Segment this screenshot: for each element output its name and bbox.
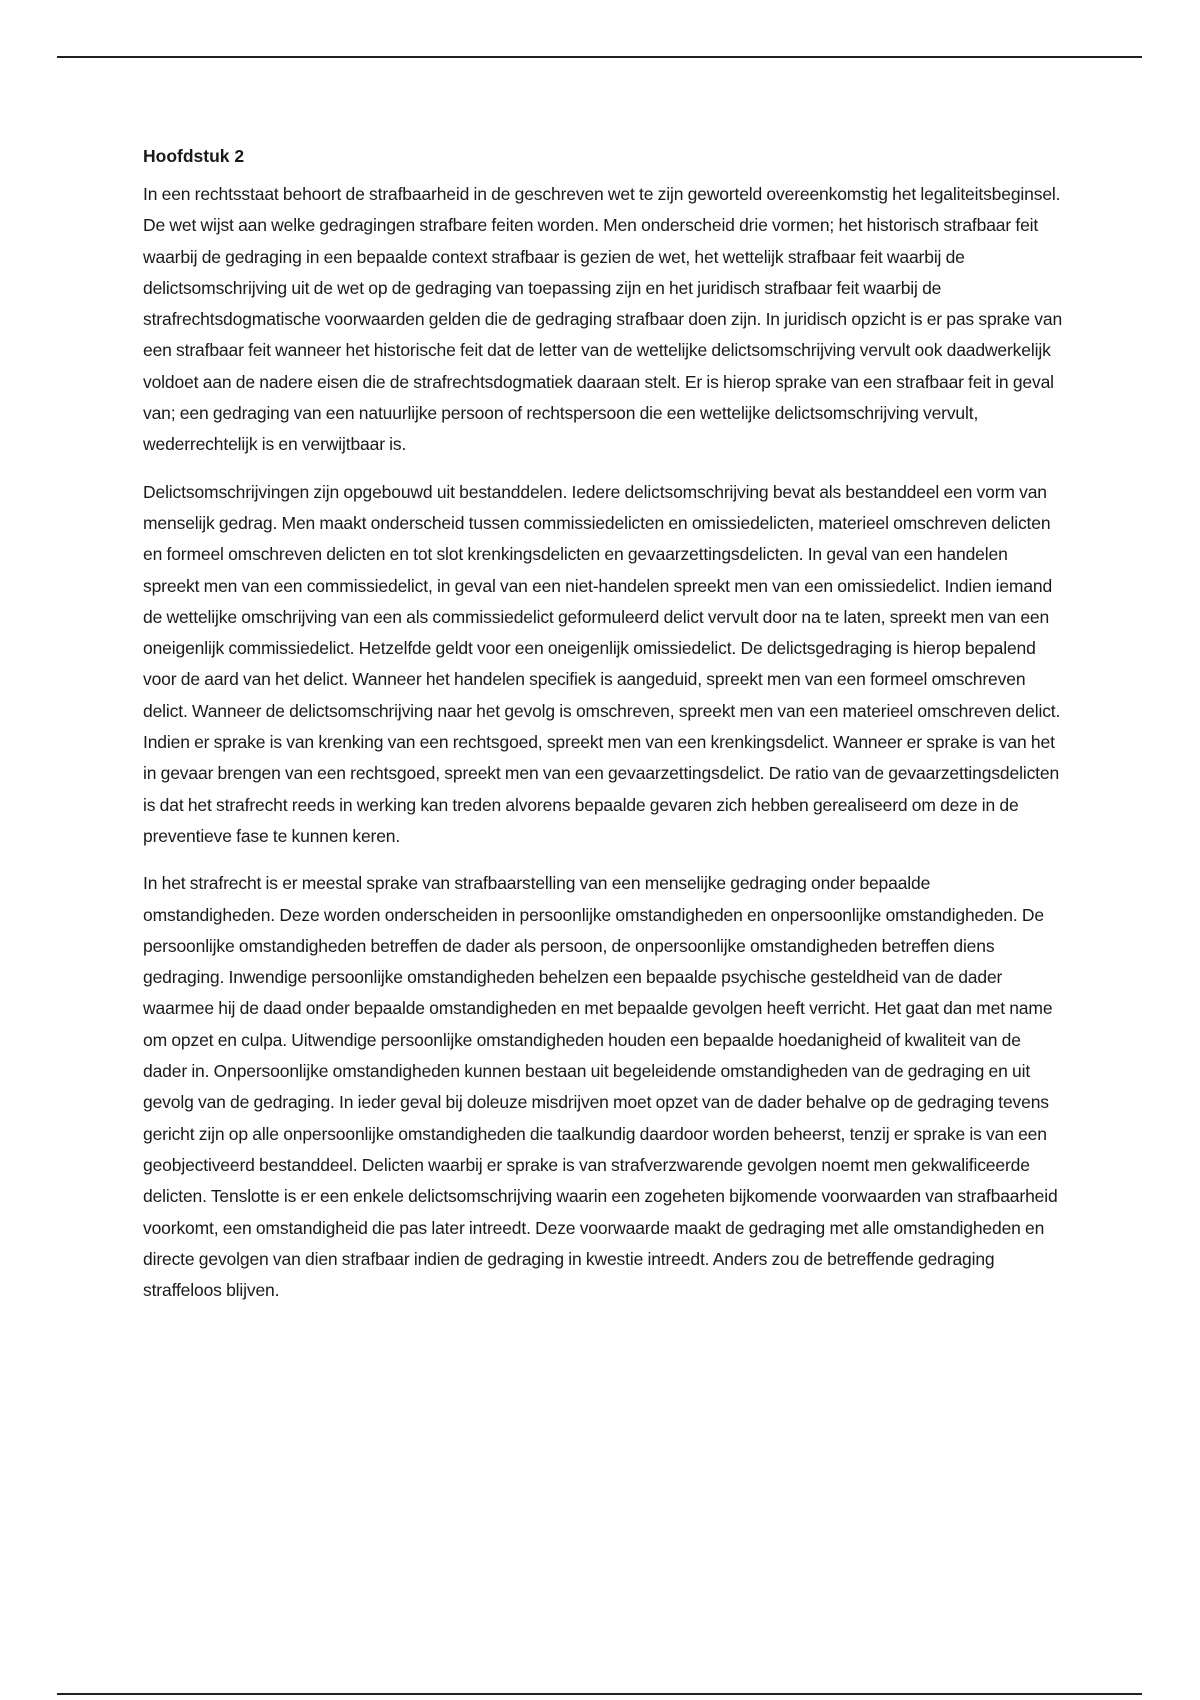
document-body xyxy=(143,144,1063,1322)
footer-rule xyxy=(57,1693,1142,1695)
paragraph-1: In een rechtsstaat behoort de strafbaarheid in de geschreven wet te zijn geworteld overeenkomstig het legaliteitsbeginsel. De wet wijst aan welke gedragingen strafbare feiten worden. Men onderscheid drie vormen; het historisch strafbaar feit waarbij de gedraging in een bepaalde context strafbaar is gezien de wet, het wettelijk strafbaar feit waarbij de delictsomschrijving uit de wet op de gedraging van toepassing zijn en het juridisch strafbaar feit waarbij de strafrechtsdogmatische voorwaarden gelden die de gedraging strafbaar doen zijn. In juridisch opzicht is er pas sprake van een strafbaar feit wanneer het historische feit dat de letter van de wettelijke delictsomschrijving vervult ook daadwerkelijk voldoet aan de nadere eisen die de strafrechtsdogmatiek daaraan stelt. Er is hierop sprake van een strafbaar feit in geval van; een gedraging van een natuurlijke persoon of rechtspersoon die een wettelijke delictsomschrijving vervult, wederrechtelijk is en verwijtbaar is. xyxy=(143,184,1063,455)
chapter-heading: Hoofdstuk 2 xyxy=(143,146,245,166)
header-rule xyxy=(57,56,1142,58)
paragraph-3: In het strafrecht is er meestal sprake van strafbaarstelling van een menselijke gedraging onder bepaalde omstandigheden. Deze worden onderscheiden in persoonlijke omstandigheden en onpersoonlijke omstandigheden. De persoonlijke omstandigheden betreffen de dader als persoon, de onpersoonlijke omstandigheden betreffen diens gedraging. Inwendige persoonlijke omstandigheden behelzen een bepaalde psychische gesteldheid van de dader waarmee hij de daad onder bepaalde omstandigheden en met bepaalde gevolgen heeft verricht. Het gaat dan met name om opzet en culpa. Uitwendige persoonlijke omstandigheden houden een bepaalde hoedanigheid of kwaliteit van de dader in. Onpersoonlijke omstandigheden kunnen bestaan uit begeleidende omstandigheden van de gedraging en uit gevolg van de gedraging. In ieder geval bij doleuze misdrijven moet opzet van de dader behalve op de gedraging tevens gericht zijn op alle onpersoonlijke omstandigheden die taalkundig daardoor worden beheerst, tenzij er sprake is van een geobjectiveerd bestanddeel. Delicten waarbij er sprake is van strafverzwarende gevolgen noemt men gekwalificeerde delicten. Tenslotte is er een enkele delictsomschrijving waarin een zogeheten bijkomende voorwaarden van strafbaarheid voorkomt, een omstandigheid die pas later intreedt. Deze voorwaarde maakt de gedraging met alle omstandigheden en directe gevolgen van dien strafbaar indien de gedraging in kwestie intreedt. Anders zou de betreffende gedraging straffeloos blijven. xyxy=(143,873,1058,1301)
paragraph-2: Delictsomschrijvingen zijn opgebouwd uit bestanddelen. Iedere delictsomschrijving bevat als bestanddeel een vorm van menselijk gedrag. Men maakt onderscheid tussen commissiedelicten en omissiedelicten, materieel omschreven delicten en formeel omschreven delicten en tot slot krenkingsdelicten en gevaarzettingsdelicten. In geval van een handelen spreekt men van een commissiedelict, in geval van een niet-handelen spreekt men van een omissiedelict. Indien iemand de wettelijke omschrijving van een als commissiedelict geformuleerd delict vervult door na te laten, spreekt men van een oneigenlijk commissiedelict. Hetzelfde geldt voor een oneigenlijk omissiedelict. De delictsgedraging is hierop bepalend voor de aard van het delict. Wanneer het handelen specifiek is aangeduid, spreekt men van een formeel omschreven delict. Wanneer de delictsomschrijving naar het gevolg is omschreven, spreekt men van een materieel omschreven delict. Indien er sprake is van krenking van een rechtsgoed, spreekt men van een krenkingsdelict. Wanneer er sprake is van het in gevaar brengen van een rechtsgoed, spreekt men van een gevaarzettingsdelict. De ratio van de gevaarzettingsdelicten is dat het strafrecht reeds in werking kan treden alvorens bepaalde gevaren zich hebben gerealiseerd om deze in de preventieve fase te kunnen keren. xyxy=(143,481,1061,846)
